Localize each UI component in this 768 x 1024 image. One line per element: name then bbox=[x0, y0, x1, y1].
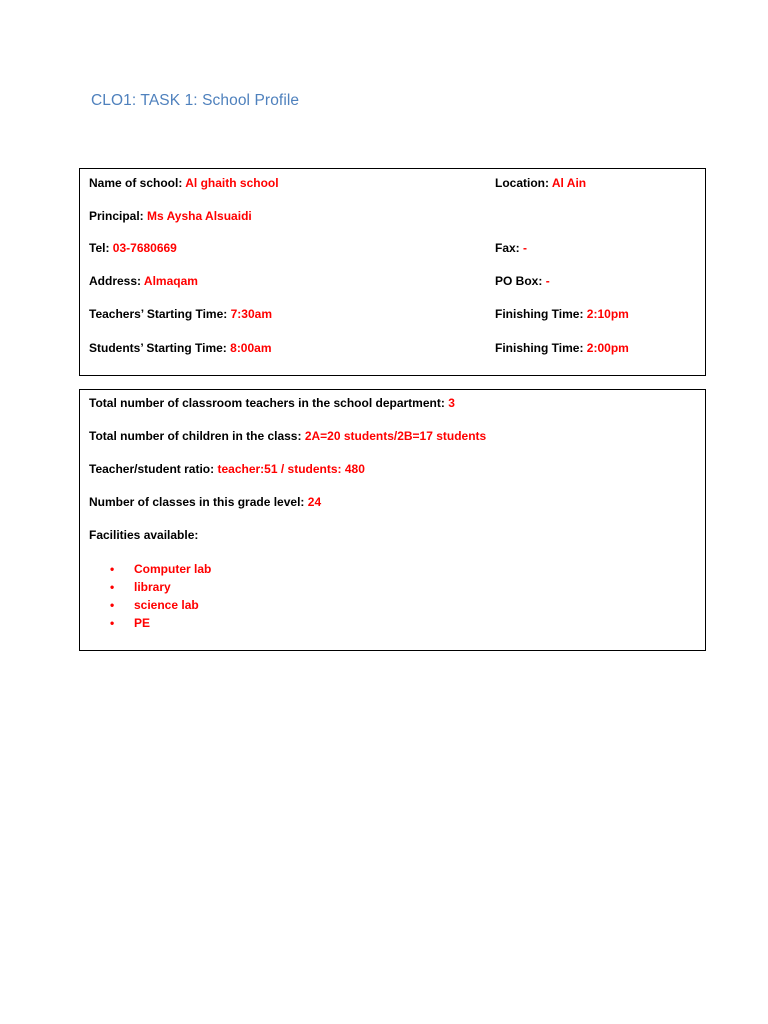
students-finish-field bbox=[495, 340, 629, 356]
list-item bbox=[110, 614, 211, 632]
classes-label: Number of classes in this grade level: bbox=[89, 495, 305, 509]
class-info-box bbox=[79, 389, 706, 651]
bullet-icon: • bbox=[110, 616, 115, 630]
school-name-value: Al ghaith school bbox=[185, 176, 279, 190]
address-value: Almaqam bbox=[143, 274, 198, 288]
location-field bbox=[495, 175, 586, 191]
bullet-icon: • bbox=[110, 598, 115, 612]
tel-label: Tel: bbox=[89, 241, 110, 255]
teachers-finish-label: Finishing Time: bbox=[495, 307, 584, 321]
principal-label: Principal: bbox=[89, 209, 144, 223]
facility-label: science lab bbox=[134, 598, 199, 612]
fax-field bbox=[495, 240, 527, 256]
school-name-label: Name of school: bbox=[89, 176, 183, 190]
teachers-finish-field bbox=[495, 306, 629, 322]
teachers-finish-value: 2:10pm bbox=[586, 307, 629, 321]
bullet-icon: • bbox=[110, 580, 115, 594]
bullet-icon: • bbox=[110, 562, 115, 576]
location-label: Location: bbox=[495, 176, 549, 190]
location-value: Al Ain bbox=[551, 176, 587, 190]
page-title: CLO1: TASK 1: School Profile bbox=[91, 92, 300, 109]
facilities-field bbox=[89, 527, 198, 543]
po-box-label: PO Box: bbox=[495, 274, 543, 288]
tel-value: 03-7680669 bbox=[112, 241, 177, 255]
teachers-total-value: 3 bbox=[448, 396, 455, 410]
school-info-box bbox=[79, 168, 706, 376]
list-item bbox=[110, 578, 211, 596]
students-finish-value: 2:00pm bbox=[586, 341, 629, 355]
address-label: Address: bbox=[89, 274, 142, 288]
address-field bbox=[89, 273, 198, 289]
teachers-total-label: Total number of classroom teachers in the school department: bbox=[89, 396, 445, 410]
students-start-field bbox=[89, 340, 272, 356]
fax-value: - bbox=[523, 241, 528, 255]
fax-label: Fax: bbox=[495, 241, 520, 255]
teachers-start-value: 7:30am bbox=[230, 307, 272, 321]
ratio-value: teacher:51 / students: 480 bbox=[217, 462, 365, 476]
teachers-start-label: Teachers’ Starting Time: bbox=[89, 307, 228, 321]
po-box-value: - bbox=[545, 274, 550, 288]
teachers-start-field bbox=[89, 306, 272, 322]
facilities-list bbox=[110, 560, 211, 632]
tel-field bbox=[89, 240, 177, 256]
principal-field bbox=[89, 208, 252, 224]
students-start-value: 8:00am bbox=[230, 341, 272, 355]
children-total-value: 2A=20 students/2B=17 students bbox=[304, 429, 487, 443]
students-start-label: Students’ Starting Time: bbox=[89, 341, 227, 355]
teachers-total-field bbox=[89, 395, 455, 411]
school-name-field bbox=[89, 175, 279, 191]
classes-value: 24 bbox=[307, 495, 322, 509]
facility-label: library bbox=[134, 580, 171, 594]
students-finish-label: Finishing Time: bbox=[495, 341, 584, 355]
facility-label: PE bbox=[134, 616, 151, 630]
list-item bbox=[110, 596, 211, 614]
po-box-field bbox=[495, 273, 550, 289]
ratio-field bbox=[89, 461, 365, 477]
principal-value: Ms Aysha Alsuaidi bbox=[147, 209, 252, 223]
children-total-label: Total number of children in the class: bbox=[89, 429, 302, 443]
classes-field bbox=[89, 494, 321, 510]
children-total-field bbox=[89, 428, 486, 444]
facility-label: Computer lab bbox=[134, 562, 212, 576]
list-item bbox=[110, 560, 211, 578]
facilities-label: Facilities available: bbox=[89, 528, 199, 542]
ratio-label: Teacher/student ratio: bbox=[89, 462, 215, 476]
